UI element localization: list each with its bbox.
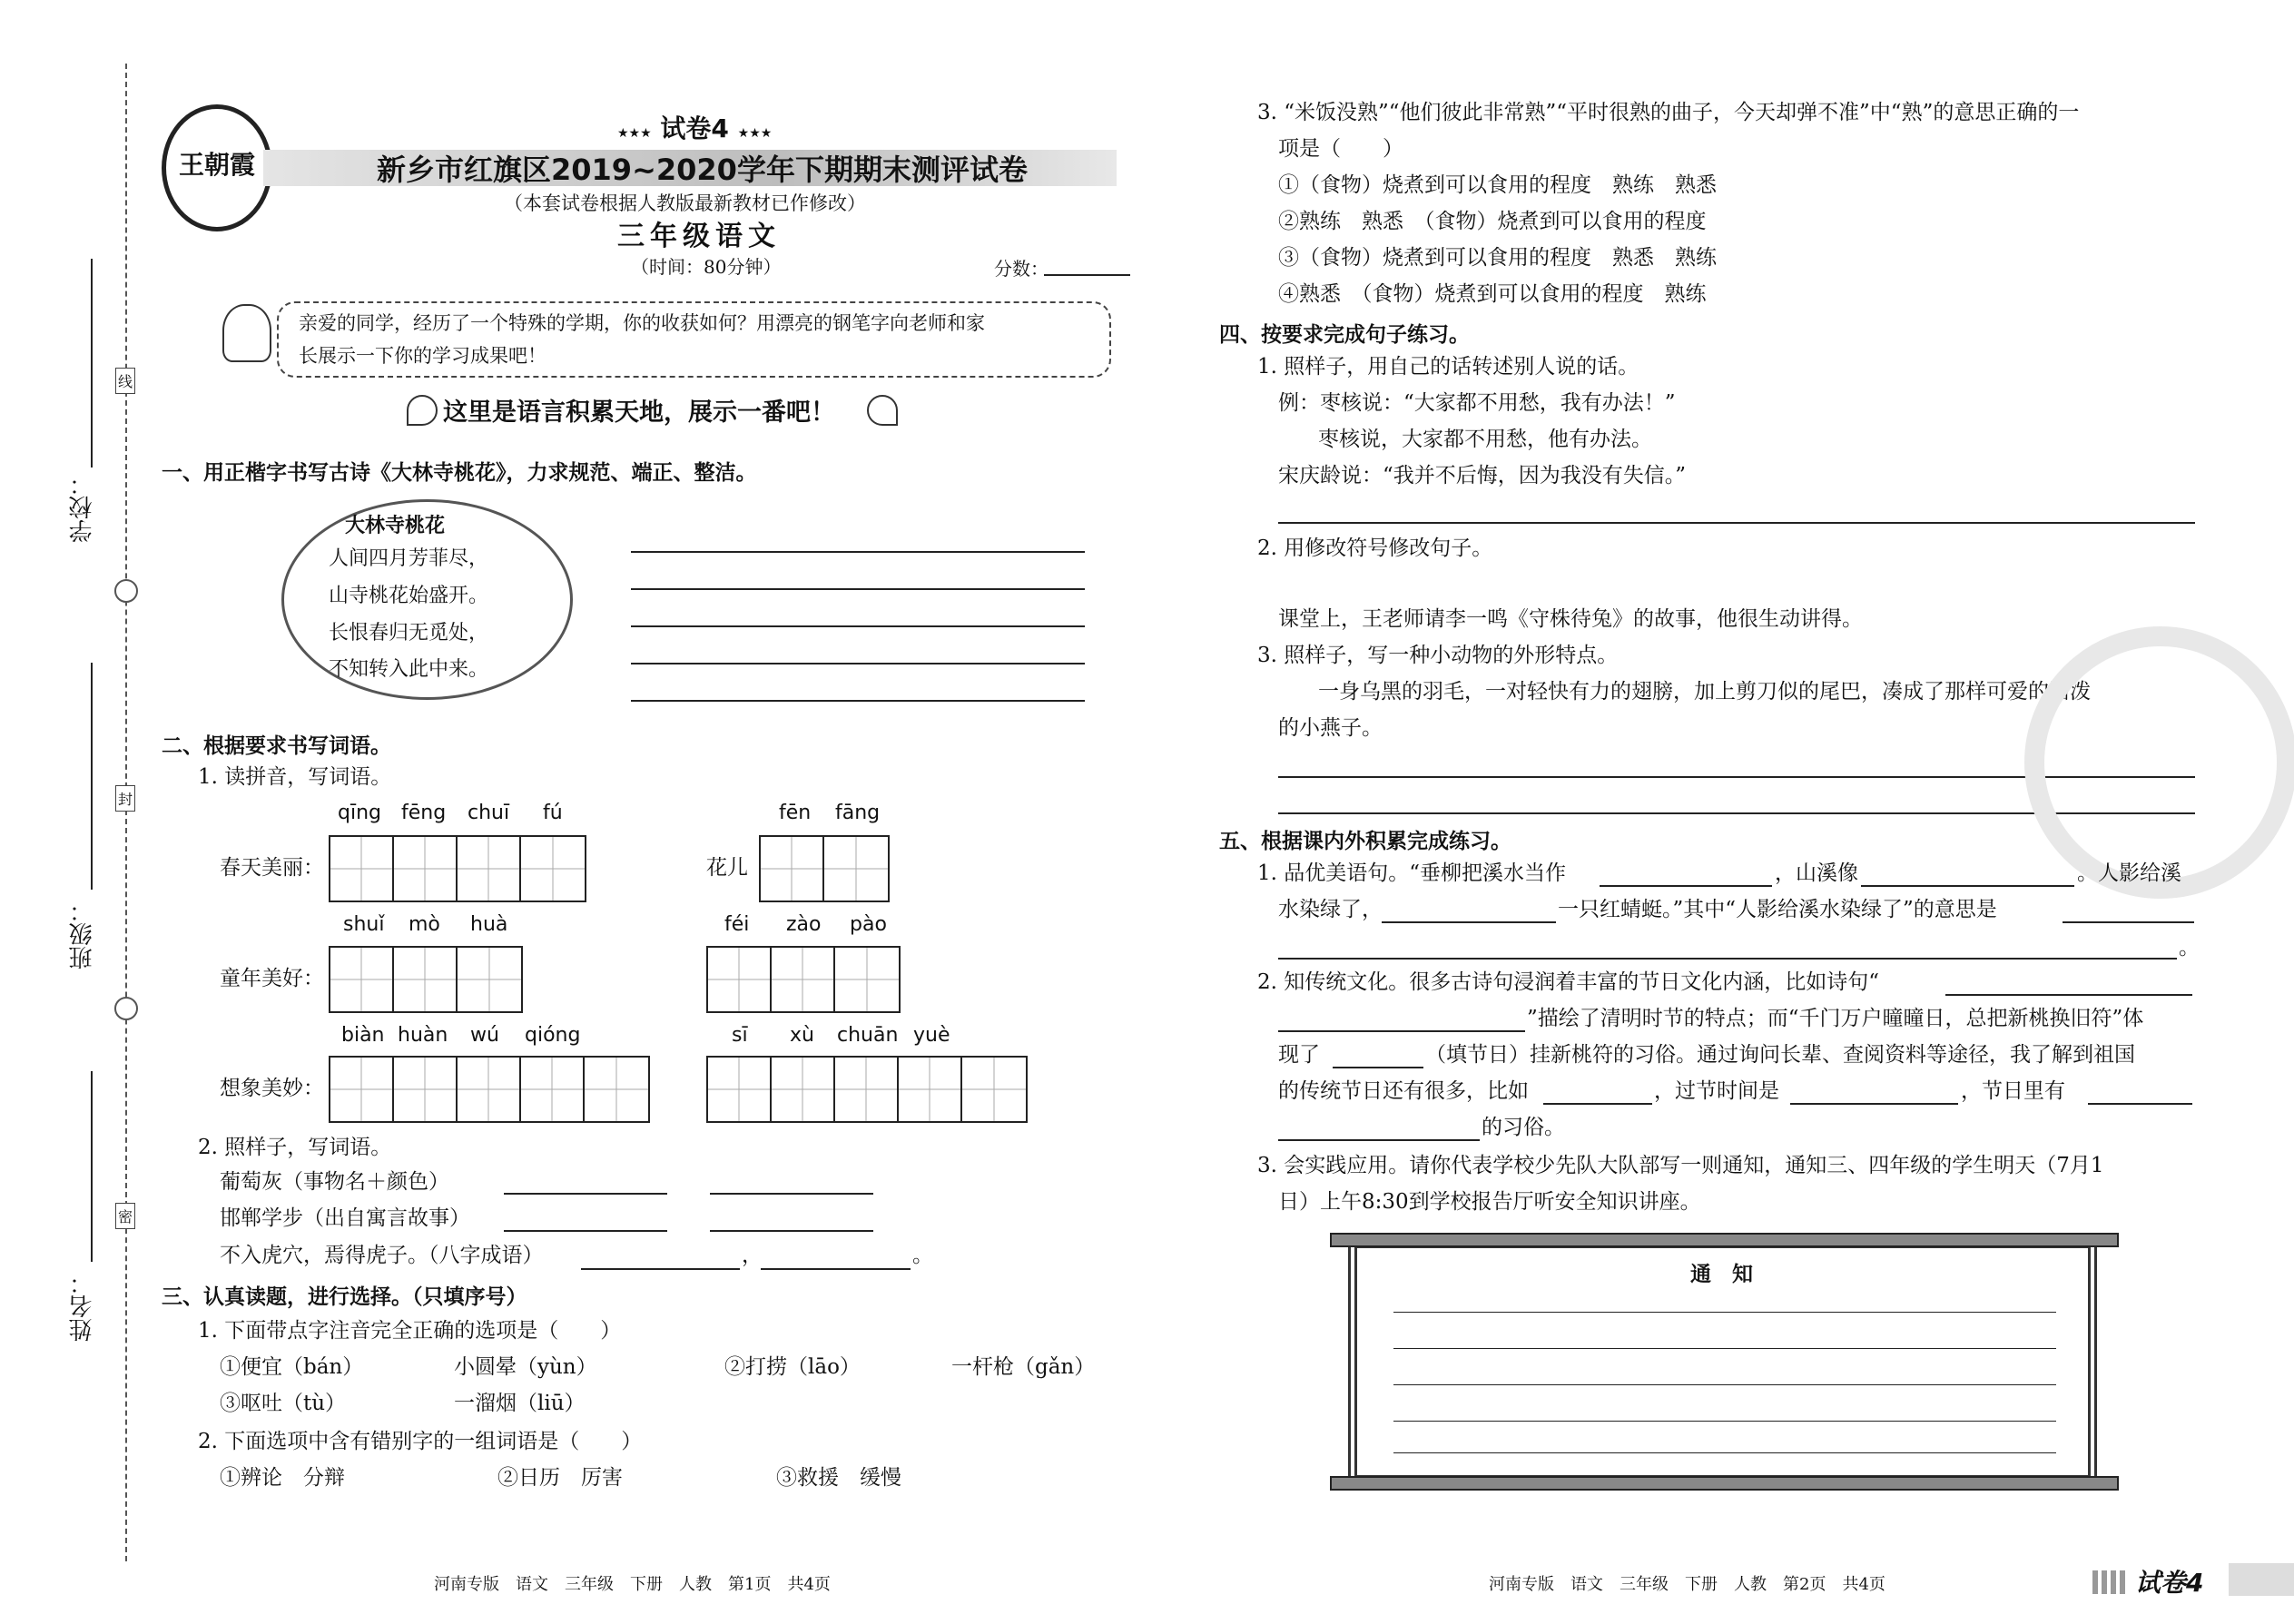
- question-4-2: 2. 用修改符号修改句子。: [1257, 536, 1493, 560]
- answer-blank[interactable]: [1278, 958, 2177, 960]
- page-subtitle: （本套试卷根据人教版最新教材已作修改）: [504, 192, 866, 214]
- example-2: 邯郸学步（出自寓言故事）: [220, 1206, 470, 1230]
- option[interactable]: ①辨论 分辩: [220, 1466, 345, 1490]
- pinyin: fú: [543, 802, 563, 824]
- seal-mark-xian: 线: [115, 368, 135, 394]
- series-text: 试卷4: [660, 113, 729, 143]
- poem-title: 大林寺桃花: [345, 515, 446, 537]
- pinyin: qióng: [525, 1024, 581, 1047]
- question-3-1: 1. 下面带点字注音完全正确的选项是（ ）: [198, 1319, 622, 1343]
- option[interactable]: ②日历 厉害: [497, 1466, 623, 1490]
- grid-cell[interactable]: [394, 837, 458, 901]
- answer-blank[interactable]: [1333, 1067, 1423, 1068]
- option[interactable]: ③呕吐（tù）: [220, 1392, 347, 1415]
- answer-line[interactable]: [1278, 522, 2195, 524]
- option[interactable]: ①（食物）烧煮到可以食用的程度 熟练 熟悉: [1278, 173, 1717, 197]
- question-4-3-text-1: 一身乌黑的羽毛，一对轻快有力的翅膀，加上剪刀似的尾巴，凑成了那样可爱的活泼: [1318, 680, 2091, 704]
- notice-line[interactable]: [1393, 1348, 2056, 1349]
- q5-1b: ，山溪像: [1775, 861, 1858, 885]
- score-field[interactable]: [1044, 274, 1130, 276]
- footer-right: 河南专版 语文 三年级 下册 人教 第2页 共4页: [1489, 1575, 1885, 1594]
- intro-box: [277, 301, 1111, 378]
- q5-2e: 的传统节日还有很多，比如: [1278, 1079, 1529, 1103]
- q5-2h: 的习俗。: [1482, 1116, 1565, 1139]
- q5-2b: ”描绘了清明时节的特点；而“千门万户曈曈日，总把新桃换旧符”体: [1527, 1007, 2144, 1030]
- character-grid[interactable]: [759, 835, 890, 902]
- pinyin: huàn: [398, 1024, 448, 1047]
- series-label: [617, 109, 772, 145]
- answer-blank[interactable]: [1543, 1103, 1652, 1105]
- grid-cell[interactable]: [330, 1058, 394, 1121]
- grid-cell[interactable]: [835, 1058, 899, 1121]
- binding-dot-icon: [114, 579, 138, 603]
- pinyin: qīng: [338, 802, 381, 824]
- grid-cell[interactable]: [394, 948, 458, 1011]
- pinyin: wú: [470, 1024, 499, 1047]
- grid-cell[interactable]: [824, 837, 888, 901]
- class-field[interactable]: [91, 663, 93, 890]
- answer-blank[interactable]: [710, 1193, 873, 1195]
- option[interactable]: ②打捞（lāo）: [724, 1355, 861, 1379]
- character-grid[interactable]: [706, 1056, 1028, 1123]
- grid-cell[interactable]: [458, 837, 521, 901]
- pinyin: pào: [850, 913, 887, 936]
- star-icon: ★★★: [617, 126, 652, 141]
- row-label: 童年美好：: [220, 967, 324, 990]
- pinyin: fāng: [835, 802, 881, 824]
- character-grid[interactable]: [329, 835, 586, 902]
- footer-left: 河南专版 语文 三年级 下册 人教 第1页 共4页: [434, 1575, 831, 1594]
- pinyin: fēng: [401, 802, 447, 824]
- notice-line[interactable]: [1393, 1384, 2056, 1385]
- grid-cell[interactable]: [962, 1058, 1026, 1121]
- character-grid[interactable]: [329, 946, 523, 1013]
- grid-cell[interactable]: [521, 837, 585, 901]
- answer-blank[interactable]: [710, 1230, 873, 1232]
- q5-3b: 日）上午8:30到学校报告厅听安全知识讲座。: [1278, 1190, 1701, 1214]
- pinyin: mò: [409, 913, 440, 936]
- grid-cell[interactable]: [772, 948, 835, 1011]
- section-3-heading: 三、认真读题，进行选择。（只填序号）: [162, 1285, 527, 1309]
- star-icon: ★★★: [737, 126, 773, 141]
- q5-2d: （填节日）挂新桃符的习俗。通过询问长辈、查阅资料等途径，我了解到祖国: [1425, 1043, 2135, 1067]
- seal-mark-mi: 密: [115, 1203, 135, 1229]
- question-4-1: 1. 照样子，用自己的话转述别人说的话。: [1257, 355, 1639, 379]
- row-label: 想象美妙：: [220, 1077, 324, 1100]
- grid-cell[interactable]: [708, 1058, 772, 1121]
- q5-1d: 水染绿了，: [1278, 898, 1383, 921]
- answer-blank[interactable]: [1861, 885, 2074, 887]
- option[interactable]: ①便宜（bán）: [220, 1355, 364, 1379]
- period: 。: [912, 1244, 933, 1267]
- grid-cell[interactable]: [458, 1058, 521, 1121]
- answer-blank[interactable]: [1790, 1103, 1958, 1105]
- answer-blank[interactable]: [2088, 1103, 2192, 1105]
- writing-line[interactable]: [631, 625, 1085, 627]
- example-a: 例：枣核说：“大家都不用愁，我有办法！”: [1278, 391, 1676, 415]
- writing-line[interactable]: [631, 551, 1085, 553]
- pinyin: chuī: [468, 802, 510, 824]
- footer-badge-bar: [2229, 1563, 2294, 1596]
- swan-icon: [407, 395, 438, 426]
- question-3-3b: 项是（ ）: [1278, 137, 1403, 161]
- pinyin: shuǐ: [343, 913, 385, 936]
- grid-cell[interactable]: [394, 1058, 458, 1121]
- row-label: 春天美丽：: [220, 856, 324, 880]
- grid-cell[interactable]: [521, 1058, 585, 1121]
- pinyin: sī: [732, 1024, 748, 1047]
- example-1: 葡萄灰（事物名＋颜色）: [220, 1170, 449, 1194]
- option[interactable]: 一杆枪（gǎn）: [951, 1355, 1096, 1379]
- poem-line: 不知转入此中来。: [329, 658, 489, 681]
- q5-3a: 3. 会实践应用。请你代表学校少先队大队部写一则通知，通知三、四年级的学生明天（7月1: [1257, 1154, 2104, 1177]
- subject-title: 三年级语文: [617, 221, 781, 252]
- option[interactable]: 小圆晕（yùn）: [454, 1355, 597, 1379]
- section-2-heading: 二、根据要求书写词语。: [162, 734, 391, 758]
- question-2-1: 1. 读拼音，写词语。: [198, 765, 392, 789]
- section-4-heading: 四、按要求完成句子练习。: [1219, 323, 1470, 347]
- poem-line: 山寺桃花始盛开。: [329, 585, 489, 607]
- grid-cell[interactable]: [761, 837, 824, 901]
- question-4-3-text-2: 的小燕子。: [1278, 716, 1383, 740]
- grid-cell[interactable]: [585, 1058, 648, 1121]
- logo-text: 王朝霞: [178, 150, 255, 180]
- pinyin: biàn: [341, 1024, 385, 1047]
- intro-text-2: 长展示一下你的学习成果吧！: [299, 345, 546, 367]
- grid-cell[interactable]: [899, 1058, 962, 1121]
- answer-blank[interactable]: [504, 1193, 667, 1195]
- answer-blank[interactable]: [1600, 885, 1772, 887]
- answer-blank[interactable]: [1945, 994, 2192, 996]
- question-4-3: 3. 照样子，写一种小动物的外形特点。: [1257, 644, 1619, 667]
- watermark-stamp: [2024, 626, 2294, 899]
- answer-blank[interactable]: [761, 1268, 911, 1270]
- grid-cell[interactable]: [708, 948, 772, 1011]
- option[interactable]: ③（食物）烧煮到可以食用的程度 熟悉 熟练: [1278, 246, 1717, 270]
- grid-cell[interactable]: [330, 948, 394, 1011]
- answer-blank[interactable]: [2063, 921, 2194, 923]
- notice-line[interactable]: [1393, 1452, 2056, 1453]
- grid-cell[interactable]: [330, 837, 394, 901]
- seal-mark-feng: 封: [115, 785, 135, 812]
- q5-2g: ，节日里有: [1961, 1079, 2065, 1103]
- q5-1a: 1. 品优美语句。“垂柳把溪水当作: [1257, 861, 1567, 885]
- binding-dashed-line: [125, 64, 127, 1561]
- poem-line: 人间四月芳菲尽，: [329, 547, 489, 570]
- swan-icon: [867, 395, 898, 426]
- poem-line: 长恨春归无觅处，: [329, 622, 489, 645]
- q5-2a: 2. 知传统文化。很多古诗句浸润着丰富的节日文化内涵，比如诗句“: [1257, 970, 1880, 994]
- grid-cell[interactable]: [458, 948, 521, 1011]
- notice-rod-top: [1330, 1233, 2119, 1247]
- row-label: 花儿: [706, 856, 748, 880]
- answer-blank[interactable]: [504, 1230, 667, 1232]
- example-3: 不入虎穴，焉得虎子。（八字成语）: [220, 1244, 544, 1267]
- q5-1e: 一只红蜻蜓。”其中“人影给溪水染绿了”的意思是: [1558, 898, 1997, 921]
- section-1-heading: 一、用正楷字书写古诗《大林寺桃花》，力求规范、端正、整洁。: [162, 461, 757, 485]
- intro-text-1: 亲爱的同学，经历了一个特殊的学期，你的收获如何？用漂亮的钢笔字向老师和家: [299, 312, 985, 334]
- binding-dot-icon: [114, 997, 138, 1020]
- q5-2f: ，过节时间是: [1654, 1079, 1779, 1103]
- grid-cell[interactable]: [835, 948, 899, 1011]
- option[interactable]: ④熟悉 （食物）烧煮到可以食用的程度 熟练: [1278, 282, 1707, 306]
- section-5-heading: 五、根据课内外积累完成练习。: [1219, 830, 1511, 853]
- option[interactable]: 一溜烟（liū）: [454, 1392, 586, 1415]
- question-4-2-text[interactable]: 课堂上，王老师请李一鸣《守株待兔》的故事，他很生动讲得。: [1278, 607, 1863, 631]
- notice-line[interactable]: [1393, 1421, 2056, 1422]
- answer-blank[interactable]: [1278, 1030, 1525, 1032]
- name-field[interactable]: [91, 1071, 93, 1262]
- q5-2c: 现了: [1278, 1043, 1320, 1067]
- pinyin: zào: [786, 913, 822, 936]
- school-label: 学校：: [69, 472, 96, 543]
- comma: ，: [742, 1244, 763, 1267]
- pinyin: xù: [790, 1024, 814, 1047]
- grid-cell[interactable]: [772, 1058, 835, 1121]
- character-grid[interactable]: [329, 1056, 650, 1123]
- pinyin: fēn: [779, 802, 812, 824]
- notice-title: 通 知: [1690, 1263, 1753, 1286]
- logo-seal: [162, 104, 272, 231]
- notice-rod-bottom: [1330, 1476, 2119, 1491]
- answer-blank[interactable]: [581, 1268, 740, 1270]
- pinyin: chuān: [837, 1024, 899, 1047]
- section-banner: 这里是语言积累天地，展示一番吧！: [443, 399, 835, 427]
- character-grid[interactable]: [706, 946, 901, 1013]
- footer-badge: 试卷4: [2135, 1568, 2204, 1598]
- option[interactable]: ②熟练 熟悉 （食物）烧煮到可以食用的程度: [1278, 210, 1707, 233]
- pinyin: huà: [470, 913, 508, 936]
- question-3-3: 3. “米饭没熟”“他们彼此非常熟”“平时很熟的曲子，今天却弹不准”中“熟”的意思正确的一: [1257, 101, 2080, 124]
- page-title: 新乡市红旗区2019~2020学年下期期末测评试卷: [377, 153, 1028, 187]
- option[interactable]: ③救援 缓慢: [776, 1466, 901, 1490]
- pinyin: féi: [724, 913, 750, 936]
- writing-line[interactable]: [631, 588, 1085, 590]
- writing-line[interactable]: [631, 700, 1085, 702]
- writing-line[interactable]: [631, 663, 1085, 664]
- q5-1c: 。人影给溪: [2077, 861, 2181, 885]
- answer-blank[interactable]: [1382, 921, 1556, 923]
- question-3-2: 2. 下面选项中含有错别字的一组词语是（ ）: [198, 1430, 643, 1453]
- example-c: 宋庆龄说：“我并不后悔，因为我没有失信。”: [1278, 464, 1687, 487]
- notice-line[interactable]: [1393, 1312, 2056, 1313]
- school-field[interactable]: [91, 259, 93, 468]
- pinyin: yuè: [913, 1024, 950, 1047]
- time-label: （时间：80分钟）: [631, 256, 782, 278]
- footer-badge-stripe: [2092, 1570, 2129, 1594]
- student-avatar-icon: [222, 304, 271, 362]
- answer-blank[interactable]: [1278, 1139, 1480, 1141]
- question-2-2: 2. 照样子，写词语。: [198, 1136, 392, 1159]
- score-label: 分数：: [994, 258, 1049, 280]
- name-label: 姓名：: [69, 1271, 96, 1342]
- example-b: 枣核说，大家都不用愁，他有办法。: [1318, 428, 1652, 451]
- class-label: 班级：: [69, 899, 96, 969]
- q5-1f: 。: [2179, 936, 2200, 960]
